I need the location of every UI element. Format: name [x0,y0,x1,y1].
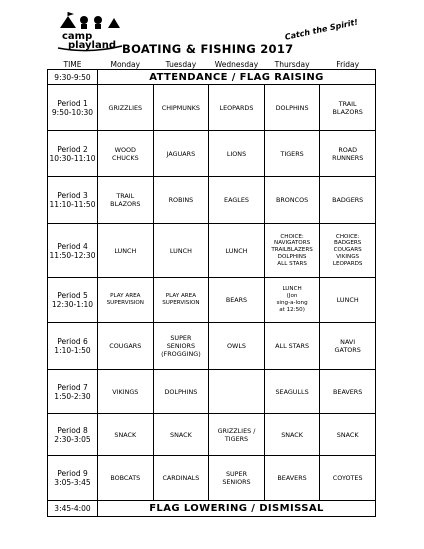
period-row [48,456,376,501]
opening-time: 9:30-9:50 [48,70,98,85]
period-time: Period 1 9:50-10:30 [48,85,98,131]
col-header-monday: Monday [110,60,141,69]
activity-cell: CHOICE: BADGERS COUGARS VIKINGS LEOPARDS [320,224,376,278]
activity-cell: LUNCH [209,224,265,278]
activity-cell: NAVI GATORS [320,323,376,370]
page-title: BOATING & FISHING 2017 [122,42,294,56]
col-header-tuesday: Tuesday [165,60,197,69]
activity-cell: BOBCATS [98,456,154,501]
camp-playland-logo [56,12,124,52]
opening-row [48,70,376,85]
activity-cell: VIKINGS [98,370,154,414]
period-time: Period 9 3:05-3:45 [48,456,98,501]
activity-cell: LUNCH [153,224,209,278]
activity-cell: TRAIL BLAZORS [98,177,154,224]
activity-cell: LEOPARDS [209,85,265,131]
activity-cell: EAGLES [209,177,265,224]
activity-cell: BEARS [209,278,265,323]
activity-cell: LUNCH [98,224,154,278]
period-time: Period 3 11:10-11:50 [48,177,98,224]
activity-cell: ROAD RUNNERS [320,131,376,177]
activity-cell: JAGUARS [153,131,209,177]
activity-cell: SNACK [98,414,154,456]
period-time: Period 8 2:30-3:05 [48,414,98,456]
col-header-wednesday: Wednesday [214,60,259,69]
activity-cell: CARDINALS [153,456,209,501]
activity-cell: COUGARS [98,323,154,370]
activity-cell: GRIZZLIES / TIGERS [209,414,265,456]
col-header-thursday: Thursday [274,60,310,69]
activity-cell: LUNCH (Jon sing-a-long at 12:50) [264,278,320,323]
activity-cell: SUPER SENIORS [209,456,265,501]
activity-cell: BEAVERS [320,370,376,414]
activity-cell: COYOTES [320,456,376,501]
activity-cell: SNACK [264,414,320,456]
period-row [48,370,376,414]
period-time: Period 7 1:50-2:30 [48,370,98,414]
activity-cell: TRAIL BLAZORS [320,85,376,131]
activity-cell: BRONCOS [264,177,320,224]
page-header [0,0,424,60]
activity-cell: DOLPHINS [264,85,320,131]
activity-cell: PLAY AREA SUPERVISION [98,278,154,323]
col-header-time: TIME [63,60,82,69]
col-header-friday: Friday [336,60,360,69]
activity-cell: ALL STARS [264,323,320,370]
activity-cell: PLAY AREA SUPERVISION [153,278,209,323]
activity-cell [209,370,265,414]
activity-cell: BEAVERS [264,456,320,501]
activity-cell: SEAGULLS [264,370,320,414]
period-time: Period 6 1:10-1:50 [48,323,98,370]
period-row [48,414,376,456]
activity-cell: CHOICE: NAVIGATORS TRAILBLAZERS DOLPHINS ALL STARS [264,224,320,278]
period-row [48,177,376,224]
schedule-table [47,60,376,517]
closing-row [48,501,376,517]
period-time: Period 4 11:50-12:30 [48,224,98,278]
activity-cell: SNACK [153,414,209,456]
activity-cell: WOOD CHUCKS [98,131,154,177]
period-time: Period 2 10:30-11:10 [48,131,98,177]
activity-cell: DOLPHINS [153,370,209,414]
day-header-row [48,60,376,70]
period-row [48,131,376,177]
activity-cell: SNACK [320,414,376,456]
period-row [48,323,376,370]
activity-cell: SUPER SENIORS (FROGGING) [153,323,209,370]
activity-cell: GRIZZLIES [98,85,154,131]
activity-cell: LUNCH [320,278,376,323]
activity-cell: CHIPMUNKS [153,85,209,131]
activity-cell: OWLS [209,323,265,370]
period-row [48,224,376,278]
period-time: Period 5 12:30-1:10 [48,278,98,323]
svg-text:camp: camp [62,31,93,42]
period-row [48,278,376,323]
slogan: Catch the Spirit! [284,17,359,42]
activity-cell: BADGERS [320,177,376,224]
activity-cell: ROBINS [153,177,209,224]
activity-cell: TIGERS [264,131,320,177]
closing-time: 3:45-4:00 [48,501,98,517]
svg-text:playland: playland [68,40,116,51]
activity-cell: LIONS [209,131,265,177]
closing-banner: FLAG LOWERING / DISMISSAL [98,501,376,517]
period-row [48,85,376,131]
opening-banner: ATTENDANCE / FLAG RAISING [98,70,376,85]
